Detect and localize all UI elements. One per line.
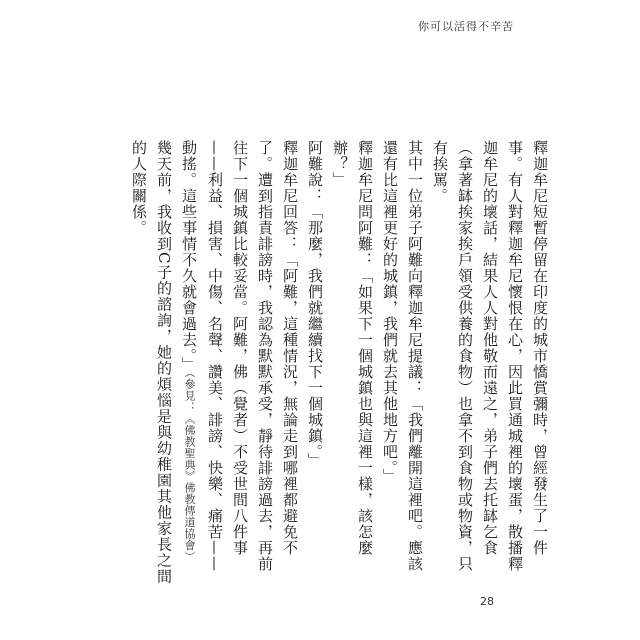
paragraph-text: 釋迦牟尼問阿難：「如果下一個城鎮也與這裡一樣，該怎麼辦？」: [331, 140, 374, 556]
running-title: 你可以活得不辛苦: [418, 20, 514, 33]
body-text: [112, 140, 552, 585]
paragraph: [377, 140, 427, 585]
paragraph: [302, 140, 327, 585]
paragraph: [327, 140, 377, 585]
citation-note: （參見：《佛教聖典》佛教傳道協會）: [183, 372, 196, 563]
paragraph-text: 幾天前，我收到C子的諮詢，她的煩惱是與幼稚園其他家長之間的人際關係。: [130, 140, 173, 585]
page-number: 28: [480, 595, 494, 608]
paragraph-text: 釋迦牟尼回答：「阿難，這種情況，無論走到哪裡都避免不了。遭到指責誹謗時，我認為默默承受，靜待誹謗過去，再前往下一個城鎮比較妥當。阿難，佛（覺者）不受世間八件事——利益、損害、中傷、名聲、讚美、誹謗、快樂、痛苦——動搖。這些事情不久就會過去。」: [180, 140, 299, 572]
paragraph: [427, 140, 552, 585]
paragraph-text: 阿難說：「那麼，我們就繼續找下一個城鎮。」: [306, 140, 324, 469]
paragraph: [126, 140, 176, 585]
paragraph-text: 其中一位弟子阿難向釋迦牟尼提議：「我們離開這裡吧。應該還有比這裡更好的城鎮，我們就去其他地方吧。」: [381, 140, 424, 572]
paragraph-text: 釋迦牟尼短暫停留在印度的城市憍賞彌時，曾經發生了一件事。有人對釋迦牟尼懷恨在心，因此買通城裡的壞蛋，散播釋迦牟尼的壞話，結果人人對他敬而遠之，弟子們去托缽乞食（拿著缽挨家挨戶領受供養的食物）也拿不到食物或物資，只有挨罵。: [431, 140, 549, 572]
paragraph: [176, 140, 302, 585]
